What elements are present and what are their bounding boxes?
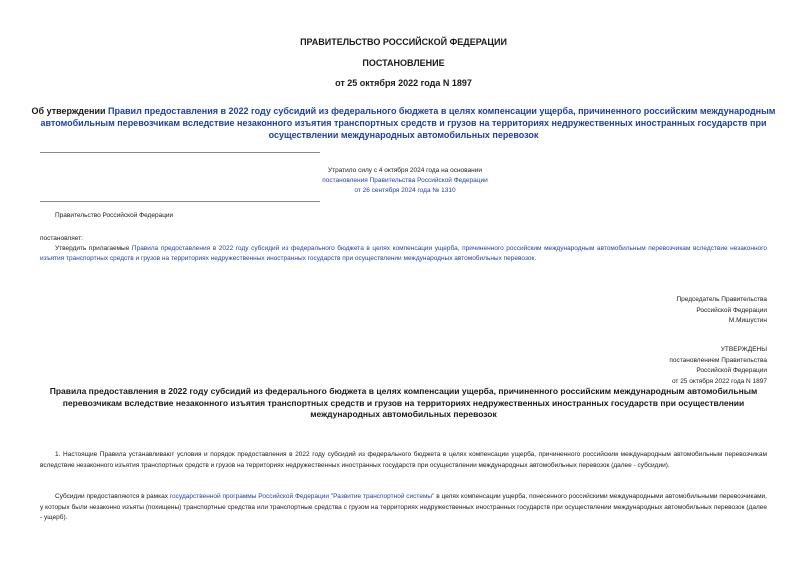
signature-block: [676, 295, 767, 327]
approve-paragraph: [40, 244, 767, 264]
document-title-prefix: Об утверждении: [31, 106, 109, 116]
decrees-line: постановляет:: [40, 235, 83, 242]
signature-line3: М.Мишустин: [728, 317, 767, 324]
rules-title: Правила предоставления в 2022 году субсидий из федерального бюджета в целях компенсации ущерба, причиненного российским международным автомобильным перевозчикам вследствие незаконного изъятия транспортных средств и грузов на территориях недружественных иностранных государств при осуществлении международных автомобильных перевозок: [49, 386, 758, 419]
approve-suffix: .: [534, 255, 537, 262]
document-title-link[interactable]: Правил предоставления в 2022 году субсидий из федерального бюджета в целях компенсации ущерба, причиненного российским международным автомобильным перевозчикам вследствие незаконного изъятия транспортных средств и грузов на территориях недружественных иностранных государств при осуществлении международных автомобильных перевозок: [40, 106, 776, 140]
status-note-link-line3[interactable]: от 26 сентября 2024 года № 1310: [354, 187, 456, 194]
approved-line3: Российской Федерации: [696, 367, 767, 374]
government-heading: ПРАВИТЕЛЬСТВО РОССИЙСКОЙ ФЕДЕРАЦИИ: [300, 37, 507, 47]
rules-paragraph-2: [40, 492, 767, 524]
rules-paragraph-2-suffix: в целях компенсации ущерба, понесенного российскими международными автомобильными перевозчиками, у которых были незаконно изъяты (похищены) транспортные средства или транспортные средства с грузом на территориях недружественных иностранных государств при осуществлении международных автомобильных перевозок (далее - ущерб).: [40, 493, 767, 521]
approve-prefix: Утвердить прилагаемые: [55, 245, 132, 252]
approved-block: [669, 345, 767, 387]
approved-line1: УТВЕРЖДЕНЫ: [720, 346, 767, 353]
status-note: [290, 166, 520, 196]
separator-line-top: [40, 152, 320, 153]
status-note-link-line2[interactable]: постановления Правительства Российской Федерации: [322, 177, 488, 184]
rules-paragraph-2-prefix: Субсидии предоставляются в рамках: [55, 493, 170, 500]
signature-line2: Российской Федерации: [696, 306, 767, 314]
state-program-link[interactable]: государственной программы Российской Федерации "Развитие транспортной системы": [169, 493, 435, 500]
document-type: ПОСТАНОВЛЕНИЕ: [362, 58, 445, 68]
document-date-number: от 25 октября 2022 года N 1897: [335, 78, 472, 88]
signature-line1: Председатель Правительства: [676, 296, 767, 303]
approve-rules-link[interactable]: Правила предоставления в 2022 году субсидий из федерального бюджета в целях компенсации ущерба, причиненного российским международным автомобильным перевозчикам вследствие незаконного изъятия транспортных средств и грузов на территориях недружественных иностранных государств при осуществлении международных автомобильных перевозок: [40, 245, 767, 262]
document-title: [30, 105, 777, 141]
approved-line2: постановлением Правительства: [669, 356, 767, 364]
rules-paragraph-1-text: 1. Настоящие Правила устанавливают условия и порядок предоставления в 2022 году субсидий из федерального бюджета в целях компенсации ущерба, причиненного российским международным автомобильным перевозчикам вследствие незаконного изъятия транспортных средств и грузов на территориях недружественных иностранных государств при осуществлении международных автомобильных перевозок (далее - субсидии).: [40, 451, 767, 469]
rules-paragraph-1: [40, 450, 767, 471]
government-line: Правительство Российской Федерации: [55, 212, 174, 219]
approved-line4: от 25 октября 2022 года N 1897: [671, 377, 767, 385]
separator-line-bottom: [40, 201, 320, 202]
status-note-line1: Утратило силу с 4 октября 2024 года на основании: [327, 167, 483, 174]
